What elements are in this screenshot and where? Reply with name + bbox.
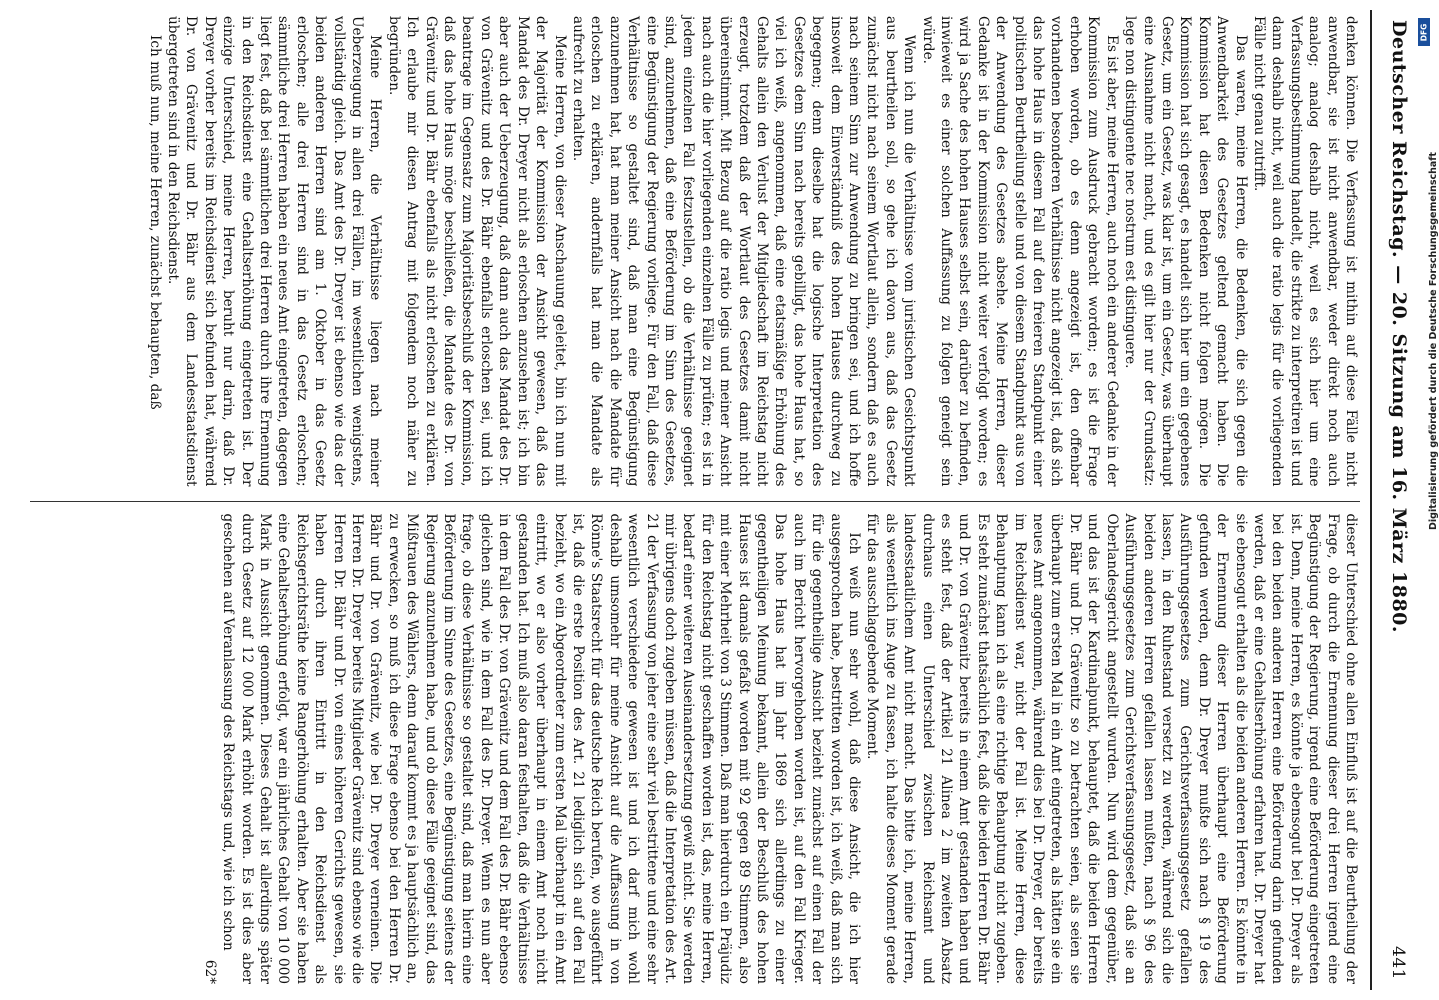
paragraph: Es ist aber, meine Herren, auch noch ein anderer Gedanke in der Kommission zum Ausdruck gebracht worden; es ist die Frage erhoben worden, ob es denn angezeigt ist, den offenbar vorhandenen besonderen Verhältnisse nicht angezeigt ist, daß sich das hohe Haus in diesem Fall auf den freieren Standpunkt einer politischen Beurtheilung stelle und von diesem Standpunkt aus von der Anwendung des Gesetzes absehe. Meine Herren, dieser Gedanke ist in der Kommission nicht weiter verfolgt worden; es wird ja Sache des hohen Hauses selbst sein, darüber zu befinden, inwieweit es einer solchen Auffassung zu folgen geneigt sein würde. (919, 16, 1120, 487)
paragraph: Wenn ich nun die Verhältnisse vom juristischen Gesichtspunkt aus beurtheilen soll, so gehe ich davon aus, daß das Gesetz zunächst nicht nach seinem Wortlaut allein, sondern daß es auch nach seinem Sinn zur Anwendung zu bringen sei, und ich hoffe insoweit dem Einverständniß des hohen Hauses durchweg zu begegnen; denn dieselbe hat die logische Interpretation des Gesetzes dem Sinn nach bereits gebilligt, das hohe Haus hat, so viel ich weiß, angenommen, daß eine etatsmäßige Erhöhung des Gehalts allein den Verlust der Mitgliedschaft im Reichstag nicht erzeugt, trotzdem daß der Wortlaut des Gesetzes damit nicht übereinstimmt. Mit Bezug auf die ratio legis und meiner Ansicht nach auch die hier vorliegenden einzelnen Fälle zu prüfen; es ist in jedem einzelnen Fall festzustellen, ob die Verhältnisse geeignet sind, anzunehmen, daß eine Beförderung im Sinn des Gesetzes, eine Begünstigung der Regierung vorliege. Für den Fall, daß diese Verhältnisse so gestaltet sind, daß man eine Begünstigung anzunehmen hat, hat man meiner Ansicht nach die Mandate für erloschen zu erklären, andernfalls hat man die Mandate als aufrecht zu erhalten. (569, 16, 918, 487)
paragraph: Meine Herren, die Verhältnisse liegen nach meiner Ueberzeugung in allen drei Fällen, im wesentlichen wenigstens, vollständig gleich. Das Amt des Dr. Dreyer ist ebenso wie das der beiden anderen Herren sind am 1. Oktober in das Gesetz erloschen; alle drei Herren sind in das Gesetz erloschen; sämmtliche drei Herren haben ein neues Amt eingetreten, dagegen liegt fest, daß bei sämmtlichen drei Herren durch ihre Ernennung in den Reichsdienst eine Gehaltserhöhung eingetreten ist. Der einzige Unterschied, meine Herren, beruht nur darin, daß Dr. Dreyer vorher bereits im Reichsdienst sich befunden hat, während Dr. von Grävenitz und Dr. Bähr aus dem Landesstaatsdienst übergetreten sind in den Reichsdienst. (165, 16, 384, 487)
paragraph: Das waren, meine Herren, die Bedenken, die sich gegen die Anwendbarkeit des Gesetzes geltend gemacht haben. Die Kommission hat diesen Bedenken nicht folgen mögen. Die Kommission hat sich gesagt, es handelt sich hier um ein gegebenes Gesetz, um ein Gesetz, was klar ist, um ein Gesetz, was überhaupt eine Ausnahme nicht macht, und es gilt hier nur der Grundsatz: lege non distinguente nec nostrum est distinguere. (1122, 16, 1249, 487)
paragraph: Ich muß nun, meine Herren, zunächst behaupten, daß (146, 35, 163, 410)
paragraph: denken können. Die Verfassung ist mithin auf diese Fälle nicht anwendbar, sie ist nicht anwendbar, weder direkt noch auch analog; analog deshalb nicht, weil es sich hier um eine Verfassungsbestimmung handelt, die strikte zu interpretiren ist und dann deshalb nicht, weil auch die ratio legis für die vorliegenden Fälle nicht genau zutrifft. (1250, 16, 1359, 487)
rotated-document (20, 10, 1410, 990)
digitization-credit: Digitalisierung gefördert durch die Deutsche Forschungsgemeinschaft (1428, 152, 1439, 530)
text-columns (30, 10, 1370, 990)
page-header (1370, 10, 1410, 990)
paragraph: Ich weiß nun sehr wohl, daß diese Ansicht, die ich hier ausgesprochen habe, bestritten worden ist, ich weiß, daß man sich für die gegentheilige Ansicht bezieht zunächst auf einen Fall der auch im Bericht hervorgehoben worden ist, auf den Fall Krieger. Das hohe Haus hat im Jahr 1869 sich allerdings zu einer gegentheiligen Meinung bekannt, allein der Beschluß des hohen Hauses ist damals gefaßt worden mit 92 gegen 89 Stimmen, also mit einer Mehrheit von 3 Stimmen. Daß man hierdurch ein Präjudiz für den Reichstag nicht geschaffen worden ist, das, meine Herren, bedarf einer weiteren Auseinandersetzung gewiß nicht. Sie werden mir übrigens doch zugeben müssen, daß die Interpretation des Art. 21 der Verfassung von jeher eine sehr viel bestrittene und eine sehr wesentlich verschiedene gewesen ist und ich darf mich wohl deshalb umsomehr für meine Ansicht auf die Auffassung in von Rönne's Staatsrecht für das deutsche Reich berufen, wo ausgeführt ist, daß die erste Position des Art. 21 lediglich sich auf den Fall bezieht, wo ein Abgeordneter zum ersten Mal überhaupt in ein Amt eintritt, wo er also vorher überhaupt in einem Amt noch nicht gestanden hat. Ich muß also daran festhalten, daß die Verhältnisse in dem Fall des Dr. von Grävenitz und dem Fall des Dr. Bähr ebenso gleichen sind, wie in dem Fall des Dr. Dreyer. Wenn es nun aber frage, ob diese Verhältnisse so gestaltet sind, daß man hierin eine Beförderung im Sinne des Gesetzes, eine Begünstigung seitens der Regierung anzunehmen habe, und ob diese Fälle geeignet sind, das Mißtrauen des Wählers, denn darauf kommt es ja hauptsächlich an, zu erwecken, so muß ich diese Frage ebenso bei den Herren Dr. Bähr und Dr. von Grävenitz, wie bei Dr. Dreyer verneinen. Die Herren Dr. Dreyer bereits Mitglieder Grävenitz sind ebenso wie die Herren Dr. Bähr und Dr. von eines höheren Gerichts gewesen, sie haben durch ihren Eintritt in den Reichsdienst als Reichsgerichtsräthe keine Rangerhöhung erhalten. Aber sie haben eine Gehaltserhöhung erfolgt, war ein jährliches Gehalt von 10 000 Mark in Aussicht genommen. Dieses Gehalt ist allerdings später durch Gesetz auf 12 000 Mark erhöht worden. Es ist dies aber geschehen auf Veranlassung des Reichstags und, wie ich schon (220, 513, 863, 984)
column-left (30, 16, 1360, 487)
column-right (30, 501, 1360, 985)
page-number: 441 (1388, 946, 1408, 980)
running-title: Deutscher Reichstag. — 20. Sitzung am 16. März 1880. (1388, 20, 1410, 633)
signature-mark: 62* (201, 959, 218, 984)
paragraph: dieser Unterschied ohne allen Einfluß ist auf die Beurtheilung der Frage, ob durch die Ernennung dieser drei Herren irgend eine Begünstigung der Regierung, irgend eine Beförderung eingetreten ist. Denn, meine Herren, es könnte ja ebensogut bei Dr. Dreyer als bei den beiden anderen Herren eine Beförderung darin gefunden werden, daß er eine Gehaltserhöhung erfahren hat. Dr. Dreyer hat sie ebensogut erhalten als die beiden anderen Herren. Es könnte in der Ernennung dieser Herren überhaupt eine Beförderung gefunden werden, denn Dr. Dreyer mußte sich nach § 19 des Ausführungsgesetzes zum Gerichtsverfassungsgesetz gefallen lassen, in den Ruhestand versetzt zu werden, während sich die beiden anderen Herren gefallen lassen mußten, nach § 96 des Ausführungsgesetzes zum Gerichtsverfassungsgesetz, daß sie an Oberlandesgericht angestellt wurden. Nun wird dem gegenüber, und das ist der Kardinalpunkt, behauptet, daß die beiden Herren Dr. Bähr und Dr. Grävenitz so zu betrachten seien, als seien sie überhaupt zum ersten Mal in ein Amt eingetreten, als hätten sie ein neues Amt angenommen, während dies bei Dr. Dreyer, der bereits im Reichsdienst war, nicht der Fall ist. Meine Herren, diese Behauptung kann ich als eine richtige Behauptung nicht zugeben. Es steht zunächst thatsächlich fest, daß die beiden Herren Dr. Bähr und Dr. von Grävenitz bereits in einem Amt gestanden haben und es steht fest, daß der Artikel 21 Alinea 2 im zweiten Absatz durchaus einen Unterschied zwischen Reichsamt und landesstaatlichem Amt nicht macht. Das bitte ich, meine Herren, als wesentlich ins Auge zu fassen, ich halte dieses Moment gerade für das ausschlaggebende Moment. (864, 513, 1359, 984)
dfg-logo: DFG (1418, 18, 1430, 46)
paragraph: Meine Herren, von dieser Anschauung geleitet, bin ich nun mit der Majorität der Kommission der Ansicht gewesen, daß das Mandat des Dr. Dreyer nicht als erloschen anzusehen ist; ich bin aber auch der Ueberzeugung, daß dann auch das Mandat des Dr. von Grävenitz und des Dr. Bähr ebenfalls erloschen sei, und ich beantrage im Gegensatz zum Majoritätsbeschluß der Kommission, daß das hohe Haus möge beschließen, die Mandate des Dr. von Grävenitz und Dr. Bähr ebenfalls als nicht erloschen zu erklären. Ich erlaube mir diesen Antrag mit folgendem noch näher zu begründen. (385, 16, 568, 487)
